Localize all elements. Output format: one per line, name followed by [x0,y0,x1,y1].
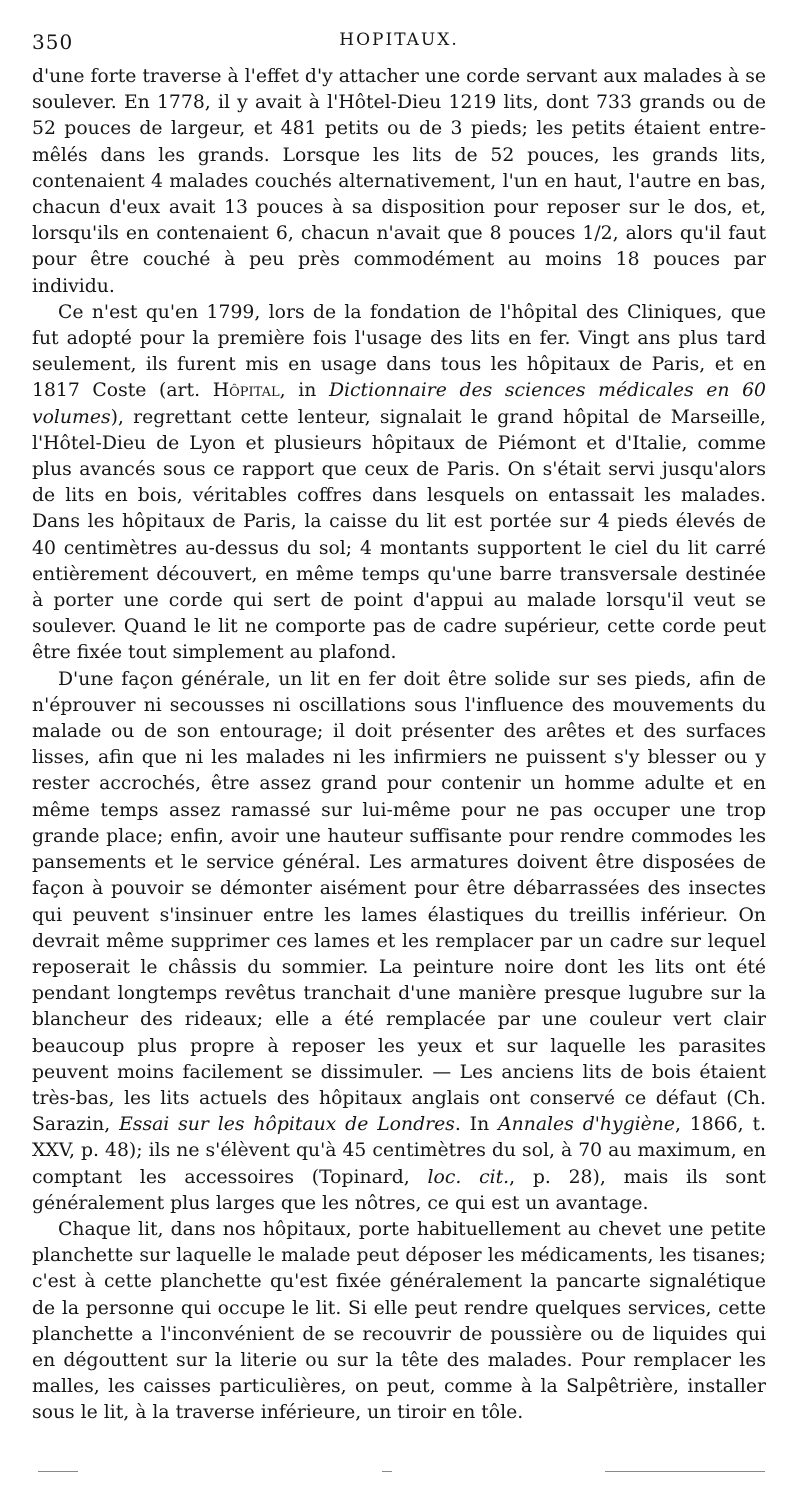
text-run: ), regrettant cette lenteur, signalait le grand hôpital de Marseille, l'Hôtel-Dieu de Lyon et plusieurs hôpitaux de Piémont et d'Italie, comme plus avancés sous ce rapport que ceux de Paris. On s'était servi jusqu'alors de lits en bois, véritables coffres dans lesquels on entassait les malades. Dans les hôpitaux de Paris, la caisse du lit est portée sur 4 pieds élevés de 40 centimètres au-dessus du sol; 4 montants supportent le ciel du lit carré entièrement découvert, en même temps qu'une barre transversale destinée à porter une corde qui sert de point d'appui au malade lorsqu'il veut se soulever. Quand le lit ne comporte pas de cadre supérieur, cette corde peut être fixée tout simplement au plafond. [32,406,766,664]
italic-citation: loc. cit. [427,1166,510,1188]
text-run: , p. 28), mais ils sont généralement plus larges que les nôtres, ce qui est un avantage. [32,1166,766,1214]
paragraph [32,64,766,300]
text-run: D'une façon générale, un lit en fer doit être solide sur ses pieds, afin de n'éprouver ni secousses ni oscillations sous l'influence des mouvements du malade ou de son entourage; il doit présenter des arêtes et des surfaces lisses, afin que ni les malades ni les infirmiers ne puissent s'y blesser ou y rester accrochés, être assez grand pour contenir un homme adulte et en même temps assez ramassé sur lui-même pour ne pas occuper une trop grande place; enfin, avoir une hauteur suffisante pour rendre commodes les pansements et le service général. Les armatures doivent être disposées de façon à pouvoir se démonter aisément pour être débarrassées des insectes qui peuvent s'insinuer entre les lames élastiques du treillis inférieur. On devrait même supprimer ces lames et les remplacer par un cadre sur lequel reposerait le châssis du sommier. La peinture noire dont les lits ont été pendant longtemps revêtus tranchait d'une manière presque lugubre sur la blancheur des rideaux; elle a été remplacée par une couleur vert clair beaucoup plus propre à reposer les yeux et sur laquelle les parasites peuvent moins facilement se dissimuler. — Les anciens lits de bois étaient très-bas, les lits actuels des hôpitaux anglais ont conservé ce défaut (Ch. Sarazin, [32,668,766,1136]
small-caps-term: Hôpital [212,380,280,402]
text-run: d'une forte traverse à l'effet d'y attacher une corde servant aux malades à se soulever. En 1778, il y avait à l'Hôtel-Dieu 1219 lits, dont 733 grands ou de 52 pouces de largeur, et 481 petits ou de 3 pieds; les petits étaient entre-mêlés dans les grands. Lorsque les lits de 52 pouces, les grands lits, contenaient 4 malades couchés alternativement, l'un en haut, l'autre en bas, chacun d'eux avait 13 pouces à sa disposition pour reposer sur le dos, et, lorsqu'ils en contenaient 6, chacun n'avait que 8 pouces 1/2, alors qu'il faut pour être couché à peu près commodément au moins 18 pouces par individu. [32,66,766,297]
text-run: Chaque lit, dans nos hôpitaux, porte habituellement au chevet une petite planchette sur laquelle le malade peut déposer les médicaments, les tisanes; c'est à cette planchette qu'est fixée généralement la pancarte signalétique de la personne qui occupe le lit. Si elle peut rendre quelques services, cette planchette a l'inconvénient de se recouvrir de poussière ou de liquides qui en dégouttent sur la literie ou sur la tête des malades. Pour remplacer les malles, les caisses particulières, on peut, comme à la Salpêtrière, installer sous le lit, à la traverse inférieure, un tiroir en tôle. [32,1218,766,1424]
smudge-mark [38,1471,78,1472]
paragraph [32,667,766,1217]
italic-citation: Essai sur les hôpitaux de Londres [119,1114,455,1136]
paragraph [32,1217,766,1427]
running-title: HOPITAUX. [339,30,459,50]
text-run: . In [454,1114,499,1136]
italic-citation: Annales d'hygiène [498,1114,675,1136]
footer-smudges [30,1465,770,1479]
smudge-mark [382,1471,392,1472]
page-header [32,30,766,60]
smudge-mark [605,1471,765,1472]
page-number: 350 [32,30,74,54]
text-run: , 1866, t. XXV, p. 48); ils ne s'élèvent qu'à 45 centimètres du sol, à 70 au maximum, en comptant les accessoires (Topinard, [32,1114,766,1188]
text-run: Ce n'est qu'en 1799, lors de la fondation de l'hôpital des Cliniques, que fut adopté pour la première fois l'usage des lits en fer. Vingt ans plus tard seulement, ils furent mis en usage dans tous les hôpitaux de Paris, et en 1817 Coste (art. [32,301,766,402]
article-body [32,64,766,1427]
text-run: , in [279,380,329,402]
paragraph [32,300,766,667]
italic-citation: Dictionnaire des sciences médicales en 60 volumes [32,380,766,428]
